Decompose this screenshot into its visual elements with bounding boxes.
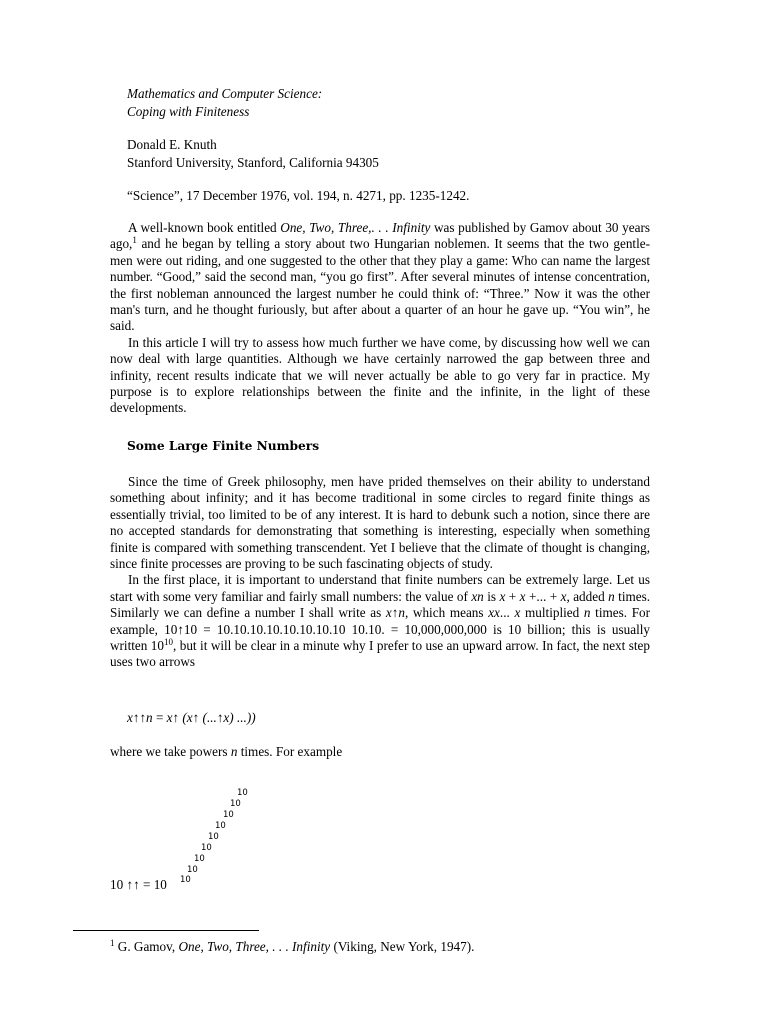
tower-exponent: 10 — [230, 799, 241, 809]
title-line-2: Coping with Finiteness — [127, 104, 250, 119]
tower-exponent: 10 — [208, 832, 219, 842]
paragraph-3: Since the time of Greek philosophy, men have prided themselves on their ability to understand something about infinity; and it has become traditional in some circles to regard finite things as essentially trivial, too limited to be of any interest. It is hard to debunk such a notion, since there are no accepted standards for demonstrating that something is interesting, especially when something finite is compared with something transcendent. Yet I believe that the climate of thought is changing, since finite processes are proving to be such fascinating objects of study. — [110, 474, 650, 572]
paragraph-5: where we take powers n times. For example — [110, 744, 343, 759]
tower-exponent: 10 — [180, 875, 191, 885]
tower-exponent: 10 — [194, 854, 205, 864]
footnote-divider — [73, 930, 259, 931]
tower-exponent: 10 — [215, 821, 226, 831]
intro-section — [110, 220, 650, 417]
tower-base: 10 ↑↑ = 10 — [110, 877, 167, 892]
paragraph-2: In this article I will try to assess how much further we have come, by discussing how well we can now deal with large quantities. Although we have certainly narrowed the gap between three and infinity, recent results indicate that we will never actually be able to go very far in practice. My purpose is to explore relationships between the finite and the infinite, in the light of these developments. — [110, 334, 650, 416]
author-name: Donald E. Knuth — [127, 137, 217, 152]
paragraph-4: In the first place, it is important to understand that finite numbers can be extremely large. Let us start with some very familiar and fairly small numbers: the value of xn is x + x +... + x, added n times. Similarly we can define a number I shall write as x↑n, which means xx... x multiplied n times. For example, 10↑10 = 10.10.10.10.10.10.10.10 10.10. = 10,000,000,000 is 10 billion; this is usually written $10^{10}$, but it will be clear in a minute why I prefer to use an upward arrow. In fact, the next step uses two arrows — [110, 572, 651, 670]
title-line-1: Mathematics and Computer Science: — [127, 86, 323, 101]
author-affiliation: Stanford University, Stanford, California 94305 — [127, 155, 379, 170]
large-numbers-section — [110, 474, 650, 671]
footnote-ref[interactable]: 1 — [132, 235, 137, 246]
footnote: $^1$ G. Gamov, One, Two, Three, . . . Infinity (Viking, New York, 1947). — [110, 938, 475, 954]
tower-exponent: 10 — [237, 788, 248, 798]
formula: x↑↑n = x↑ (x↑ (...↑x) ...)) — [127, 710, 256, 725]
section-heading: Some Large Finite Numbers — [127, 439, 320, 453]
tower-exponent: 10 — [187, 865, 198, 875]
tower-exponent: 10 — [201, 843, 212, 853]
tower-exponent: 10 — [223, 810, 234, 820]
footnote-book-title: One, Two, Three, . . . Infinity — [178, 939, 331, 954]
citation: “Science”, 17 December 1976, vol. 194, n. 4271, pp. 1235-1242. — [127, 188, 470, 203]
book-title: One, Two, Three,. . . Infinity — [280, 220, 431, 235]
paragraph-1: A well-known book entitled One, Two, Three,. . . Infinity was published by Gamov about 30 years ago,$^1$ and he began by telling a story about two Hungarian noblemen. It seems that the two gentle- men were out riding, and one suggested to the other that they play a game: Who can name the largest number. “Good,” said the second man, “you go first”. After several minutes of intense concentration, the first nobleman announced the largest number he could think of: “Three.” Now it was the other man's turn, and he thought furiously, but after about a quarter of an hour he gave up. “You win”, he said. — [110, 220, 650, 334]
